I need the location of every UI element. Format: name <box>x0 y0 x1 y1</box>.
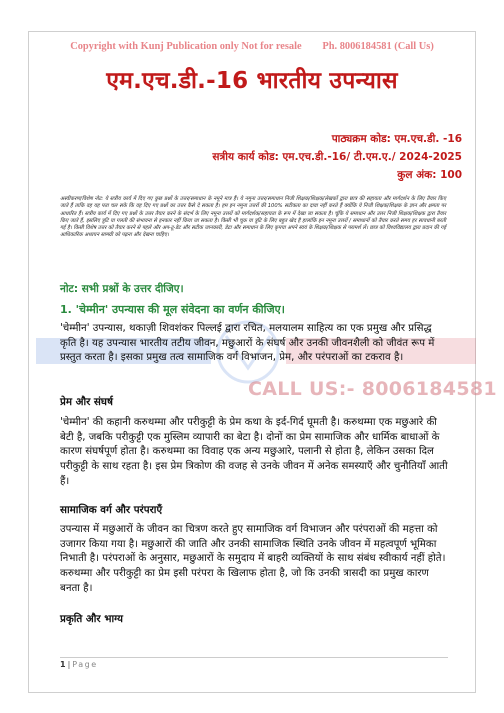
document-title: एम.एच.डी.-16 भारतीय उपन्यास <box>106 68 398 94</box>
page-number: 1 <box>60 660 66 669</box>
intro-paragraph: 'चेम्मीन' उपन्यास, थकाज़ी शिवशंकर पिल्लई द्वारा रचित, मलयालम साहित्य का एक प्रमुख और प्रसिद्ध कृति है। यह उपन्यास भारतीय तटीय जीवन, मछुआरों के संघर्ष और उनकी जीवनशैली को जीवंत रूप में प्रस्तुत करता है। इसका प्रमुख तत्व सामाजिक वर्ग विभाजन, प्रेम, और परंपराओं का टकराव है। <box>60 323 435 364</box>
heading-love-struggle: प्रेम और संघर्ष <box>60 396 113 408</box>
copyright-line: Copyright with Kunj Publication only Not for resale Ph. 8006184581 (Call Us) <box>70 41 434 52</box>
social-class-paragraph: उपन्यास में मछुआरों के जीवन का चित्रण करते हुए सामाजिक वर्ग विभाजन और परंपराओं की महत्ता को उजागर किया गया है। मछुआरों की जाति और उनकी सामाजिक स्थिति उनके जीवन में महत्वपूर्ण भूमिका निभाती है। परंपराओं के अनुसार, मछुआरों के समुदाय में बाहरी व्यक्तियों के साथ संबंध स्वीकार्य नहीं होते। करुथम्मा और परीकुट्टी का प्रेम इसी परंपरा के खिलाफ होता है, जो कि उनकी त्रासदी का प्रमुख कारण बनता है। <box>60 524 446 594</box>
heading-nature-fate: प्रकृति और भाग्य <box>60 613 123 625</box>
page-label: Page <box>72 660 98 669</box>
heading-social-class: सामाजिक वर्ग और परंपराएँ <box>60 504 163 516</box>
total-marks: कुल अंक: 100 <box>397 169 462 181</box>
call-us-watermark: CALL US:- 8006184581 <box>248 378 497 400</box>
assignment-code: सत्रीय कार्य कोड: एम.एच.डी.-16/ टी.एम.ए./ 2024-2025 <box>212 151 462 163</box>
footer-separator: | <box>67 660 71 669</box>
instruction-note: नोट: सभी प्रश्नों के उत्तर दीजिए। <box>60 283 184 295</box>
page-footer <box>60 660 98 669</box>
footer-divider <box>60 657 448 658</box>
love-struggle-paragraph: 'चेम्मीन' की कहानी करुथम्मा और परीकुट्टी के प्रेम कथा के इर्द-गिर्द घूमती है। करुथम्मा एक मछुआरे की बेटी है, जबकि परीकुट्टी एक मुस्लिम व्यापारी का बेटा है। दोनों का प्रेम सामाजिक और धार्मिक बाधाओं के कारण संघर्षपूर्ण होता है। करुथम्मा का विवाह एक अन्य मछुआरे, पलानी से होता है, लेकिन उसका दिल परीकुट्टी के साथ रहता है। इस प्रेम त्रिकोण की वजह से उनके जीवन में अनेक समस्याएँ और चुनौतियाँ आती हैं। <box>60 417 448 487</box>
course-code: पाठ्यक्रम कोड: एम.एच.डी. -16 <box>331 133 462 145</box>
disclaimer-text: अस्वीकरण/विशेष नोट: ये सत्रीय कार्य में दिए गए कुछ प्रश्नों के उत्तर/समाधान के नमूने मात्र हैं। ये नमूना उत्तर/समाधान निजी शिक्षक/शिक्षक/लेखकों द्वारा छात्र की सहायता और मार्गदर्शन के लिए तैयार किए जाते हैं ताकि वह यह पता चल सके कि वह दिए गए प्रश्नों का उत्तर कैसे दे सकता है। हम इन नमूना उत्तरों की 100% सटीकता का दावा नहीं करते हैं क्योंकि ये निजी शिक्षक/शिक्षक के ज्ञान और क्षमता पर आधारित हैं। सत्रीय कार्य में दिए गए प्रश्नों के उत्तर तैयार करने के संदर्भ के लिए नमूना उत्तरों को मार्गदर्शक/सहायता के रूप में देखा जा सकता है। चूंकि ये समाधान और उत्तर निजी शिक्षक/शिक्षक द्वारा तैयार किए जाते हैं, इसलिए त्रुटि या गलती की संभावना से इनकार नहीं किया जा सकता है। किसी भी चूक या त्रुटि के लिए बहुत खेद है हालांकि इन नमूना उत्तरों / समाधानों को तैयार करते समय हर सावधानी बरती गई है। किसी विशेष उत्तर को तैयार करने से पहले और अप-टू-डेट और सटीक जानकारी, डेटा और समाधान के लिए कृपया अपने स्वयं के शिक्षक/शिक्षक से परामर्श लें। छात्र को विश्वविद्यालय द्वारा प्रदान की गई आधिकारिक अध्ययन सामग्री को पढ़ना और देखना चाहिए। <box>60 196 446 239</box>
question-1: 1. 'चेम्मीन' उपन्यास की मूल संवेदना का वर्णन कीजिए। <box>60 303 285 316</box>
